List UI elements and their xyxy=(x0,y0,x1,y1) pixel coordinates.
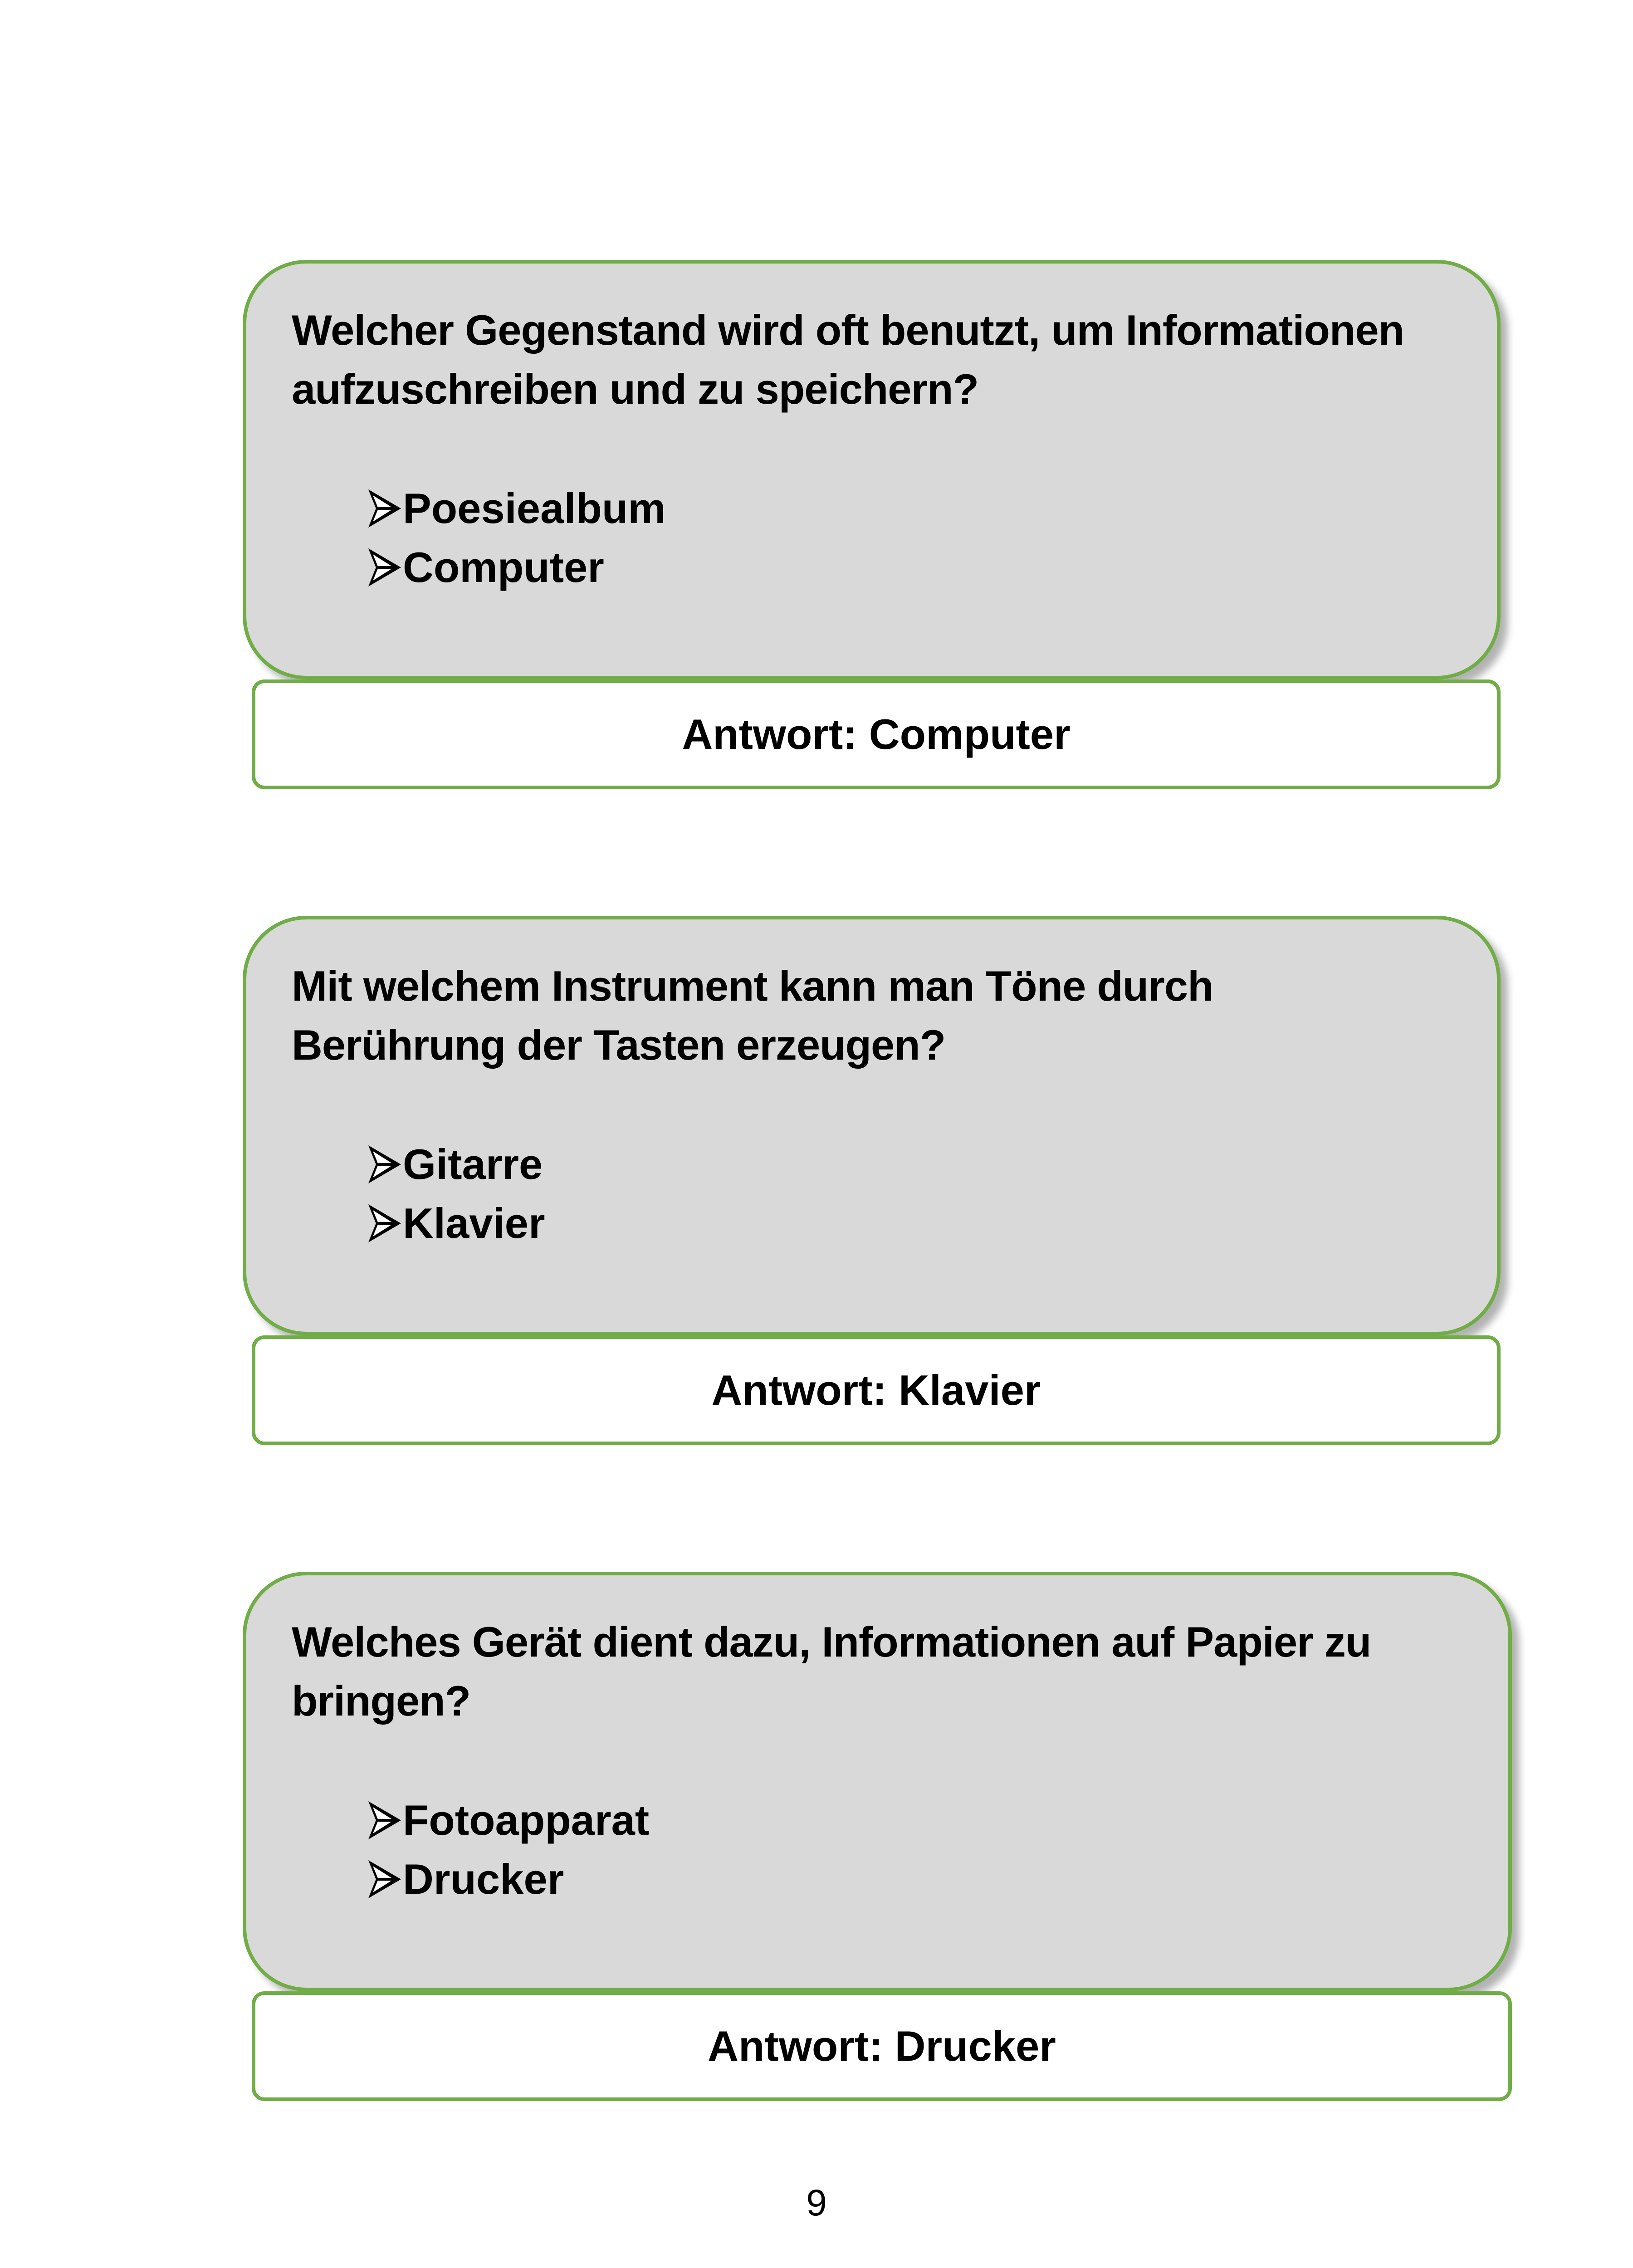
answer-box: Antwort: Klavier xyxy=(252,1335,1501,1445)
question-line: Berührung der Tasten erzeugen? xyxy=(292,1021,946,1069)
question-text xyxy=(292,957,1452,1075)
arrowhead-bullet-icon xyxy=(339,1800,403,1841)
arrowhead-bullet-icon xyxy=(339,547,403,588)
page-number: 9 xyxy=(806,2182,827,2224)
arrowhead-bullet-icon xyxy=(339,488,403,529)
option-label: Klavier xyxy=(403,1199,545,1247)
arrowhead-bullet-icon xyxy=(339,1144,403,1185)
option-item xyxy=(369,538,695,597)
option-label: Poesiealbum xyxy=(403,484,666,532)
option-item xyxy=(369,1135,575,1194)
option-item xyxy=(369,1850,679,1909)
question-card xyxy=(243,916,1501,1335)
answer-box: Antwort: Computer xyxy=(252,679,1501,789)
option-label: Fotoapparat xyxy=(403,1796,650,1844)
question-card xyxy=(243,1572,1512,1991)
option-item xyxy=(369,479,695,538)
option-list xyxy=(369,1791,679,1909)
option-label: Drucker xyxy=(403,1855,564,1903)
question-line: Welches Gerät dient dazu, Informationen auf Papier zu xyxy=(292,1618,1371,1666)
question-line: Welcher Gegenstand wird oft benutzt, um Informationen xyxy=(292,306,1404,354)
option-label: Computer xyxy=(403,543,604,591)
option-list xyxy=(369,1135,575,1253)
option-label: Gitarre xyxy=(403,1140,543,1188)
answer-box: Antwort: Drucker xyxy=(252,1991,1512,2101)
option-item xyxy=(369,1194,575,1253)
question-card xyxy=(243,260,1501,679)
arrowhead-bullet-icon xyxy=(339,1859,403,1900)
question-line: bringen? xyxy=(292,1677,471,1725)
option-item xyxy=(369,1791,679,1850)
arrowhead-bullet-icon xyxy=(339,1203,403,1244)
question-line: Mit welchem Instrument kann man Töne durch xyxy=(292,962,1213,1010)
question-line: aufzuschreiben und zu speichern? xyxy=(292,365,978,413)
option-list xyxy=(369,479,695,597)
question-text xyxy=(292,1613,1463,1730)
question-text xyxy=(292,301,1452,419)
